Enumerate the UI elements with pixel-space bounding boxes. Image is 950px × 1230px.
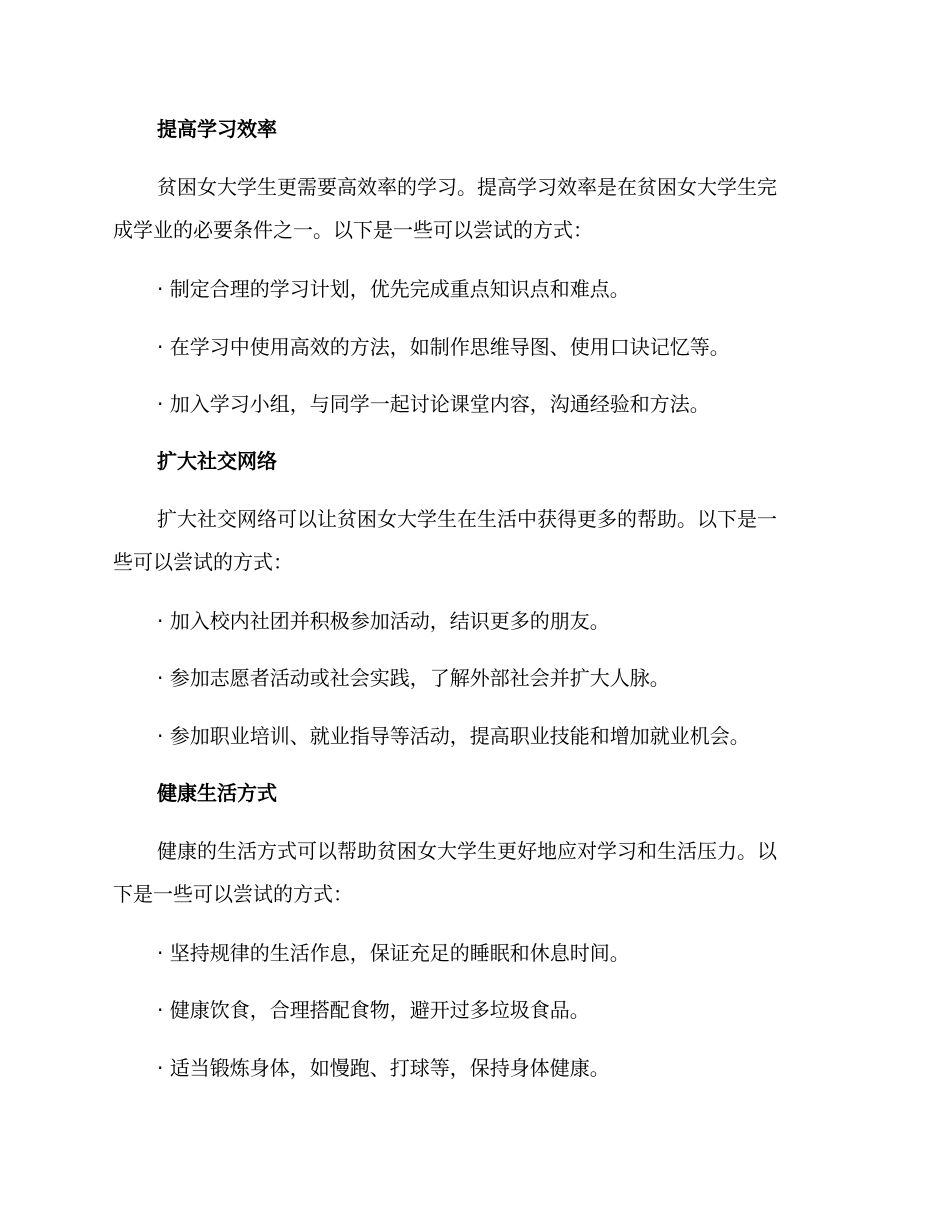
bullet-item: · 加入校内社团并积极参加活动，结识更多的朋友。 (157, 609, 610, 633)
bullet-item: · 坚持规律的生活作息，保证充足的睡眠和休息时间。 (157, 941, 630, 965)
section-paragraph-line: 扩大社交网络可以让贫困女大学生在生活中获得更多的帮助。以下是一 (157, 507, 777, 531)
bullet-item: · 在学习中使用高效的方法，如制作思维导图、使用口诀记忆等。 (157, 335, 730, 359)
section-paragraph-line: 成学业的必要条件之一。以下是一些可以尝试的方式： (113, 218, 593, 242)
bullet-item: · 参加职业培训、就业指导等活动，提高职业技能和增加就业机会。 (157, 724, 750, 748)
bullet-item: · 健康饮食，合理搭配食物，避开过多垃圾食品。 (157, 998, 590, 1022)
bullet-item: · 适当锻炼身体，如慢跑、打球等，保持身体健康。 (157, 1056, 610, 1080)
section-paragraph-line: 些可以尝试的方式： (113, 550, 293, 574)
section-heading-study-efficiency: 提高学习效率 (157, 117, 277, 141)
section-paragraph-line: 贫困女大学生更需要高效率的学习。提高学习效率是在贫困女大学生完 (157, 175, 777, 199)
bullet-item: · 加入学习小组，与同学一起讨论课堂内容，沟通经验和方法。 (157, 392, 710, 416)
section-paragraph-line: 健康的生活方式可以帮助贫困女大学生更好地应对学习和生活压力。以 (157, 839, 777, 863)
section-paragraph-line: 下是一些可以尝试的方式： (113, 882, 353, 906)
section-heading-healthy-lifestyle: 健康生活方式 (157, 781, 277, 805)
bullet-item: · 参加志愿者活动或社会实践，了解外部社会并扩大人脉。 (157, 666, 670, 690)
bullet-item: · 制定合理的学习计划，优先完成重点知识点和难点。 (157, 277, 630, 301)
section-heading-social-network: 扩大社交网络 (157, 449, 277, 473)
